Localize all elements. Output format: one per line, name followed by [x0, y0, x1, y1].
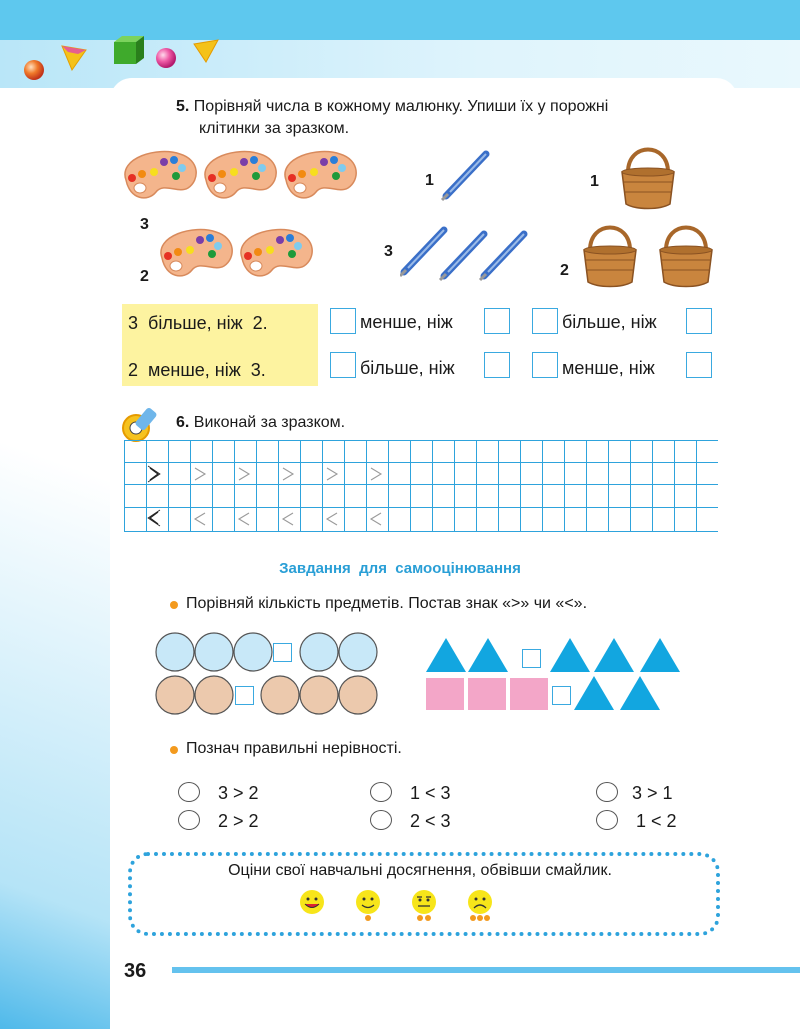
- cube-green-icon: [114, 42, 136, 64]
- pencil-sharpener-icon: [120, 404, 164, 444]
- bullet-icon-2: [170, 746, 178, 754]
- smiley-sad-icon[interactable]: [468, 890, 492, 921]
- compare-box-shapes-1[interactable]: [522, 649, 541, 668]
- smiley-neutral-icon[interactable]: [412, 890, 436, 921]
- palettes-count-bottom: 2: [140, 268, 149, 285]
- answer-box-c3r1-left[interactable]: [532, 308, 558, 334]
- sample-row2: 2 менше, ніж 3.: [128, 360, 266, 380]
- ball-orange-icon: [24, 60, 44, 80]
- answer-box-c2r1-right[interactable]: [484, 308, 510, 334]
- ineq-check-2[interactable]: [178, 810, 200, 830]
- answer-box-c2r2-left[interactable]: [330, 352, 356, 378]
- answer-box-c3r1-right[interactable]: [686, 308, 712, 334]
- sample-row1: 3 більше, ніж 2.: [128, 313, 268, 333]
- task5-text: [176, 96, 736, 117]
- left-decor-gradient: [0, 88, 110, 1029]
- ineq-4: 2 < 3: [410, 811, 451, 831]
- baskets-count-bottom: 2: [560, 262, 569, 279]
- evaluation-text: Оціни свої навчальні досягнення, обвівши смайлик.: [228, 862, 612, 879]
- footer-line: [172, 967, 800, 973]
- top-band: [0, 0, 800, 40]
- baskets-count-top: 1: [590, 173, 599, 190]
- col3-row1-text: більше, ніж: [562, 312, 657, 332]
- writing-grid: [124, 440, 718, 532]
- page-number: 36: [124, 960, 147, 982]
- answer-box-c2r2-right[interactable]: [484, 352, 510, 378]
- compare-box-circles-1[interactable]: [273, 643, 292, 662]
- task6-text: [176, 412, 345, 433]
- compare-box-circles-2[interactable]: [235, 686, 254, 705]
- self-assessment-title: Завдання для самооцінювання: [279, 560, 521, 577]
- ineq-1: 3 > 2: [218, 783, 259, 803]
- ineq-check-1[interactable]: [178, 782, 200, 802]
- answer-box-c3r2-right[interactable]: [686, 352, 712, 378]
- task5-line2: клітинки за зразком.: [199, 120, 350, 137]
- ineq-check-5[interactable]: [596, 782, 618, 802]
- bullet1-text: Порівняй кількість предметів. Постав знак «>» чи «<».: [186, 595, 588, 612]
- bullet-icon: [170, 601, 178, 609]
- palettes-illustration: [118, 148, 368, 288]
- answer-box-c3r2-left[interactable]: [532, 352, 558, 378]
- bullet2-text: Познач правильні нерівності.: [186, 740, 402, 757]
- smiley-smile-icon[interactable]: [356, 890, 380, 921]
- task6-label: Виконай за зразком.: [193, 414, 346, 431]
- ineq-check-6[interactable]: [596, 810, 618, 830]
- col3-row2-text: менше, ніж: [562, 358, 655, 378]
- task5-number: 5.: [176, 98, 190, 115]
- ineq-check-3[interactable]: [370, 782, 392, 802]
- smileys: [296, 888, 516, 928]
- task5-line1: Порівняй числа в кожному малюнку. Упиши їх у порожні: [193, 98, 609, 115]
- circles-comparison: [155, 632, 385, 716]
- pens-illustration: [400, 150, 560, 290]
- smiley-happy-icon[interactable]: [300, 890, 324, 914]
- palettes-count-top: 3: [140, 216, 149, 233]
- col2-row2-text: більше, ніж: [360, 358, 455, 378]
- ball-pink-icon: [156, 48, 176, 68]
- pens-count-top: 1: [425, 172, 434, 189]
- cone-small-icon: [194, 40, 218, 62]
- task6-number: 6.: [176, 414, 190, 431]
- answer-box-c2r1-left[interactable]: [330, 308, 356, 334]
- ineq-6: 1 < 2: [636, 811, 677, 831]
- pens-count-bottom: 3: [384, 243, 393, 260]
- ineq-3: 1 < 3: [410, 783, 451, 803]
- compare-box-shapes-2[interactable]: [552, 686, 571, 705]
- ineq-2: 2 > 2: [218, 811, 259, 831]
- ineq-check-4[interactable]: [370, 810, 392, 830]
- ineq-5: 3 > 1: [632, 783, 673, 803]
- baskets-illustration: [580, 146, 730, 296]
- col2-row1-text: менше, ніж: [360, 312, 453, 332]
